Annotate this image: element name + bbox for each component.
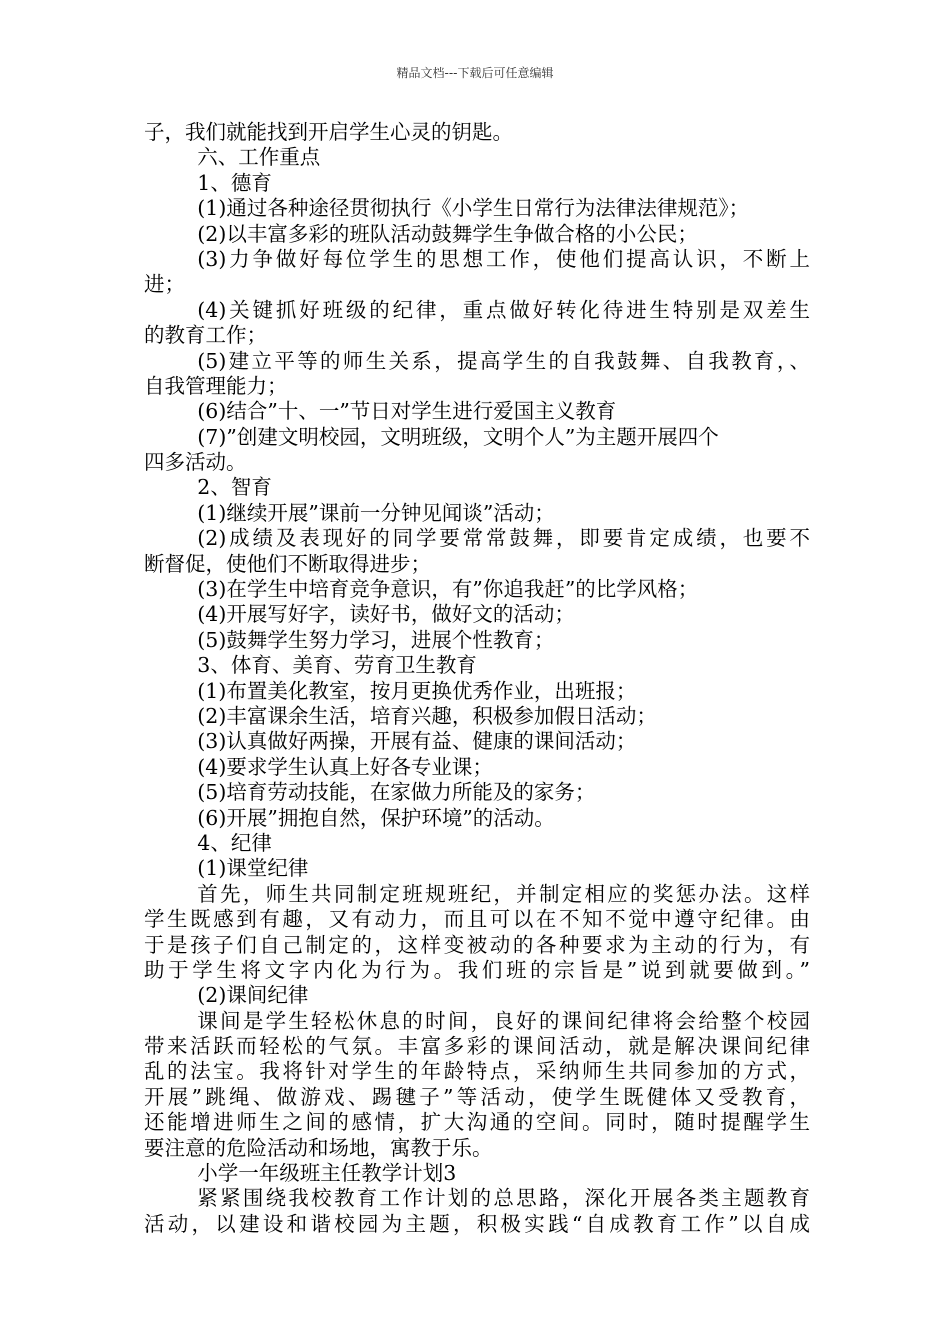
text-line: (5)培育劳动技能，在家做力所能及的家务； [197, 780, 596, 805]
text-line: (4)关键抓好班级的纪律，重点做好转化待进生特别是双差生 [197, 297, 810, 322]
text-line: (2)成绩及表现好的同学要常常鼓舞，即要肯定成绩，也要不 [197, 526, 810, 551]
text-line: 紧紧围绕我校教育工作计划的总思路，深化开展各类主题教育 [197, 1186, 810, 1211]
text-line: (1)课堂纪律 [197, 856, 309, 881]
text-line: 2、智育 [197, 475, 272, 500]
text-line: (1)通过各种途径贯彻执行《小学生日常行为法律法律规范》； [197, 196, 750, 221]
text-line: 于是孩子们自己制定的，这样变被动的各种要求为主动的行为，有 [144, 932, 810, 957]
text-line: 助于学生将文字内化为行为。我们班的宗旨是”说到就要做到。” [144, 957, 810, 982]
text-line: 还能增进师生之间的感情，扩大沟通的空间。同时，随时提醒学生 [144, 1110, 810, 1135]
text-line: (2)丰富课余生活，培育兴趣，积极参加假日活动； [197, 703, 657, 728]
text-line: (2)以丰富多彩的班队活动鼓舞学生争做合格的小公民； [197, 221, 698, 246]
text-line: 断督促，使他们不断取得进步； [144, 551, 431, 576]
text-line: 课间是学生轻松休息的时间，良好的课间纪律将会给整个校园 [197, 1008, 810, 1033]
text-line: 子，我们就能找到开启学生心灵的钥匙。 [144, 120, 513, 144]
text-line: 小学一年级班主任教学计划3 [197, 1161, 457, 1186]
text-line: 六、工作重点 [197, 145, 321, 170]
text-line: 带来活跃而轻松的气氛。丰富多彩的课间活动，就是解决课间纪律 [144, 1034, 810, 1059]
text-line: (5)鼓舞学生努力学习，进展个性教育； [197, 627, 555, 652]
text-line: 开展”跳绳、做游戏、踢毽子”等活动，使学生既健体又受教育， [144, 1084, 810, 1109]
text-line: (3)力争做好每位学生的思想工作，使他们提高认识，不断上 [197, 246, 810, 271]
text-line: (3)认真做好两操，开展有益、健康的课间活动； [197, 729, 637, 754]
text-line: 首先，师生共同制定班规班纪，并制定相应的奖惩办法。这样 [197, 881, 810, 906]
text-line: 要注意的危险活动和场地，寓教于乐。 [144, 1135, 493, 1160]
text-line: 学生既感到有趣，又有动力，而且可以在不知不觉中遵守纪律。由 [144, 907, 810, 932]
text-line: (7)”创建文明校园，文明班级，文明个人”为主题开展四个 [197, 424, 719, 449]
text-line: (2)课间纪律 [197, 983, 309, 1008]
text-line: (4)要求学生认真上好各专业课； [197, 754, 493, 779]
page-header: 精品文档---下载后可任意编辑 [396, 66, 554, 80]
text-line: (1)继续开展”课前一分钟见闻谈”活动； [197, 500, 555, 525]
text-line: (6)开展”拥抱自然，保护环境”的活动。 [197, 805, 555, 830]
text-line: 活动，以建设和谐校园为主题，积极实践“自成教育工作”以自成 [144, 1211, 810, 1236]
text-line: (6)结合”十、一”节日对学生进行爱国主义教育 [197, 399, 617, 424]
text-line: 进； [144, 272, 185, 297]
text-line: (3)在学生中培育竞争意识，有”你追我赶”的比学风格； [197, 577, 699, 602]
document-body [144, 120, 810, 1237]
text-line: 自我管理能力； [144, 373, 288, 398]
text-line: 的教育工作； [144, 323, 267, 348]
text-line: 乱的法宝。我将针对学生的年龄特点，采纳师生共同参加的方式， [144, 1059, 810, 1084]
text-line: 4、纪律 [197, 830, 272, 855]
text-line: 1、德育 [197, 170, 272, 195]
text-line: 四多活动。 [144, 450, 247, 475]
text-line: (5)建立平等的师生关系，提高学生的自我鼓舞、自我教育，、 [197, 348, 810, 373]
text-line: (1)布置美化教室，按月更换优秀作业，出班报； [197, 678, 637, 703]
text-line: 3、体育、美育、劳育卫生教育 [197, 653, 477, 678]
text-line: (4)开展写好字，读好书，做好文的活动； [197, 602, 575, 627]
